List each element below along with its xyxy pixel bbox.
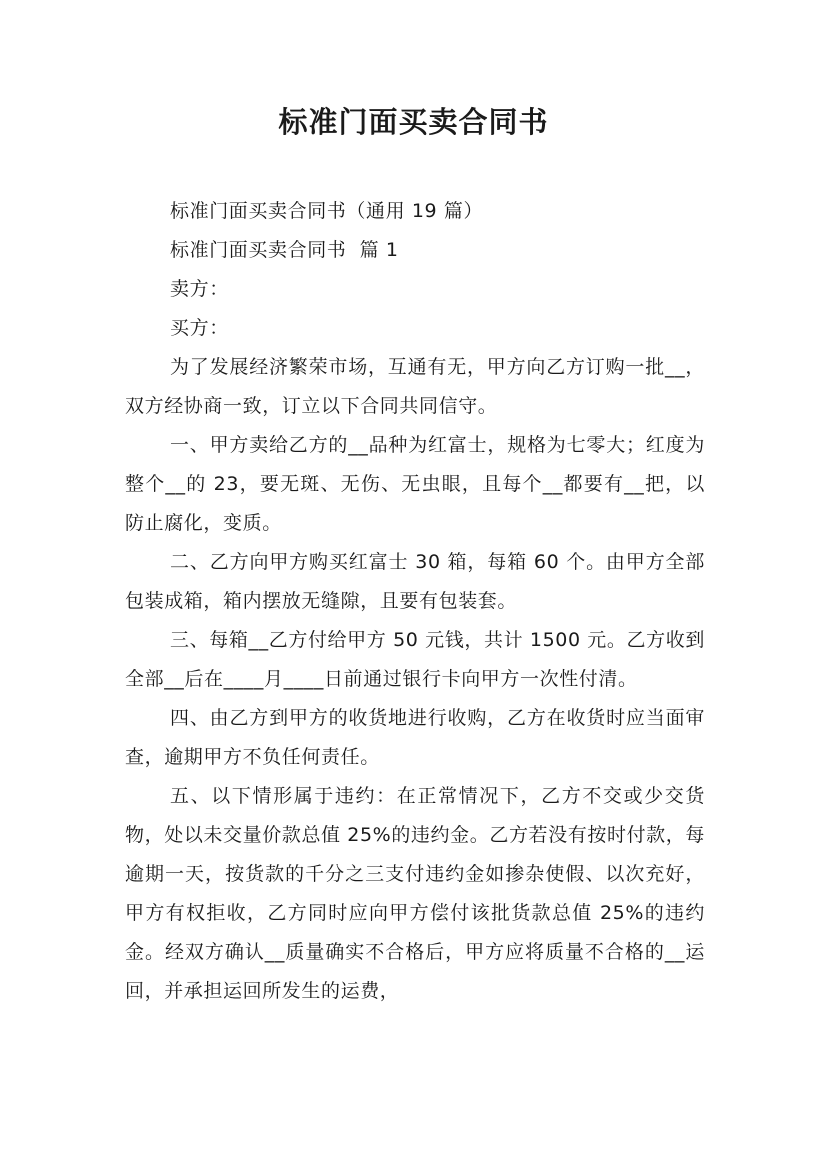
paragraph-clause-1: 一、甲方卖给乙方的__品种为红富士，规格为七零大；红度为整个__的 23，要无斑、无伤、无虫眼，且每个__都要有__把，以防止腐化，变质。 — [125, 434, 705, 534]
paragraph-seller: 卖方： — [170, 278, 229, 300]
document-title: 标准门面买卖合同书 — [278, 105, 549, 139]
paragraph-clause-5: 五、以下情形属于违约：在正常情况下，乙方不交或少交货物，处以未交量价款总值 25%的违约金。乙方若没有按时付款，每逾期一天，按货款的千分之三支付违约金如掺杂使假、以次充好，甲方有权拒收，乙方同时应向甲方偿付该批货款总值 25%的违约金。经双方确认__质量确实不合格后，甲方应将质量不合格的__运回，并承担运回所发生的运费， — [125, 785, 705, 1002]
document-body — [125, 192, 705, 1011]
paragraph-section-heading: 标准门面买卖合同书 篇 1 — [170, 239, 399, 261]
paragraph-clause-2: 二、乙方向甲方购买红富士 30 箱，每箱 60 个。由甲方全部包装成箱，箱内摆放无缝隙，且要有包装套。 — [125, 551, 705, 612]
paragraph-buyer: 买方： — [170, 317, 229, 339]
paragraph-preamble: 为了发展经济繁荣市场，互通有无，甲方向乙方订购一批__，双方经协商一致，订立以下合同共同信守。 — [125, 356, 705, 417]
paragraph-clause-4: 四、由乙方到甲方的收货地进行收购，乙方在收货时应当面审查，逾期甲方不负任何责任。 — [125, 707, 705, 768]
paragraph-subtitle: 标准门面买卖合同书（通用 19 篇） — [170, 200, 484, 222]
paragraph-clause-3: 三、每箱__乙方付给甲方 50 元钱，共计 1500 元。乙方收到全部__后在____月____日前通过银行卡向甲方一次性付清。 — [125, 629, 705, 690]
